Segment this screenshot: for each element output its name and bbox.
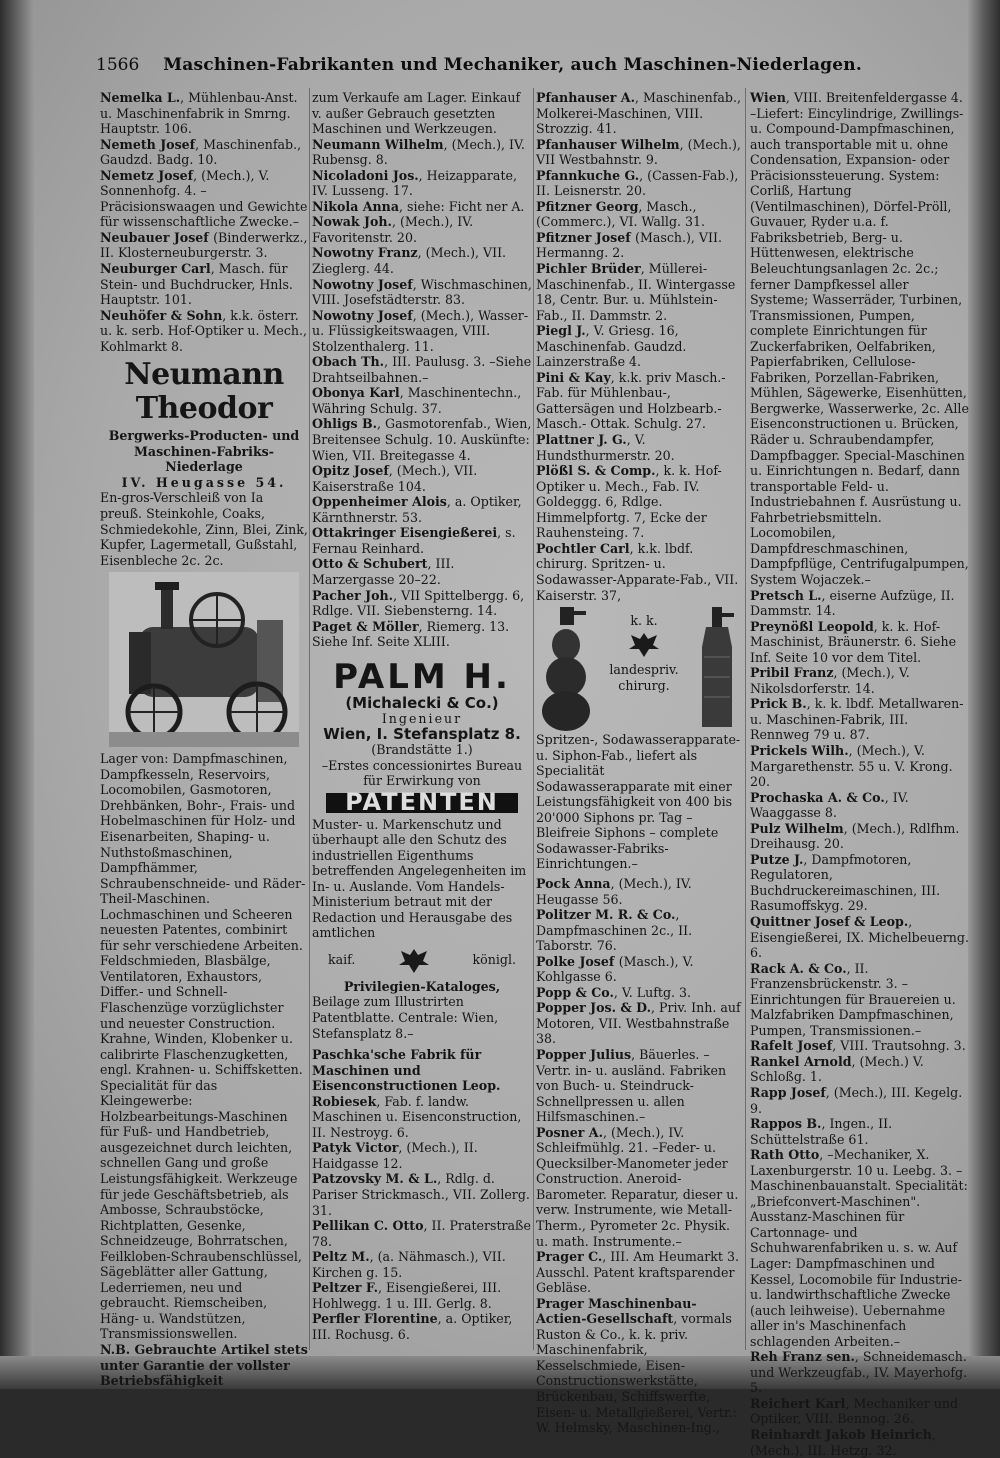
entry-name: Patzovsky M. & L.: [312, 1171, 438, 1187]
entry-name: Otto & Schubert: [312, 556, 428, 572]
directory-entry: Neuburger Carl, Masch. für Stein- und Buchdrucker, Hnls. Hauptstr. 101.: [100, 261, 293, 308]
entry-name: Ohligs B.: [312, 416, 378, 432]
ad-emblem-row: [328, 945, 516, 975]
siphon-bottle-icon: [536, 607, 596, 732]
directory-entry: Pfannkuche G., (Cassen-Fab.), II. Leisnerstr. 20.: [536, 167, 739, 199]
ad-text: En-gros-Verschleiß von Ia preuß. Steinkohle, Coaks, Schmiedekohle, Zinn, Blei, Zink, Kupfer, Lagermetall, Gußstahl, Eisenbleche 2c. 2c.: [100, 490, 308, 568]
directory-entry: zum Verkaufe am Lager. Einkauf v. außer Gebrauch gesetzten Maschinen und Werkzeugen.: [312, 90, 521, 137]
directory-entry: Neumann Wilhelm, (Mech.), IV. Rubensg. 8.: [312, 136, 525, 168]
entry-name: Reichert Karl: [750, 1395, 846, 1411]
directory-entry: Rath Otto, –Mechaniker, X. Laxenburgerstr. 10 u. Leebg. 3. –Maschinenbauanstalt. Specialität: „Briefconvert-Maschinen". Ausstanz-Maschinen für Cartonnage- und Schuhwarenfabriken u. s. w. Auf Lager: Dampfmaschinen und Kessel, Locomobile für Industrie- u. landwirthschaftliche Zwecke (auch leihweise). Uebernahme aller in's Maschinenfach schlagenden Arbeiten.–: [750, 1147, 968, 1349]
entry-name: Prickels Wilh.: [750, 742, 849, 758]
directory-entry: Prager C., III. Am Heumarkt 3. Ausschl. Patent kraftsparender Gebläse.: [536, 1249, 740, 1296]
directory-entry: Perfler Florentine, a. Optiker, III. Rochusg. 6.: [312, 1311, 513, 1342]
ad-subaddress: (Brandstätte 1.): [371, 742, 473, 758]
directory-entry: Pacher Joh., VII Spittelbergg. 6, Rdlge. VII. Siebensterng. 14.: [312, 587, 525, 619]
directory-entry: Paschka'sche Fabrik für Maschinen und Eisenconstructionen Leop. Robiesek, Fab. f. landw. Maschinen u. Eisenconstruction, II. Nestroyg. 6.: [312, 1047, 522, 1140]
directory-entry: Patzovsky M. & L., Rdlg. d. Pariser Strickmasch., VII. Zollerg. 31.: [312, 1171, 530, 1218]
entry-name: Neuhöfer & Sohn: [100, 307, 223, 323]
directory-entry: Plattner J. G., V. Hundsthurmerstr. 20.: [536, 432, 675, 463]
entry-name: Pochtler Carl: [536, 540, 630, 556]
ad-kaif: kaif.: [328, 952, 356, 968]
entry-name: Pfannkuche G.: [536, 167, 640, 183]
running-title: Maschinen-Fabrikanten und Mechaniker, auch Maschinen-Niederlagen.: [163, 55, 862, 75]
entry-name: Opitz Josef: [312, 463, 389, 479]
ad-firm: (Michalecki & Co.): [345, 693, 499, 712]
entry-name: Prick B.: [750, 696, 807, 712]
directory-entry: Nowotny Franz, (Mech.), VII. Zieglerg. 44.: [312, 245, 507, 277]
entry-name: Quittner Josef & Leop.: [750, 913, 909, 929]
directory-entry: Politzer M. R. & Co., Dampfmaschinen 2c., II. Taborstr. 76.: [536, 907, 693, 954]
entry-list: [536, 876, 742, 1436]
directory-entry: Posner A., (Mech.), IV. Schleifmühlg. 21. –Feder- u. Quecksilber-Manometer jeder Construction. Aneroid-Barometer. Reparatur, dieser u. verw. Instrumente, wie Metall-Therm., Pyrometer 2c. Physik. u. math. Instrumente.–: [536, 1124, 739, 1249]
entry-name: Oppenheimer Alois: [312, 494, 447, 510]
entry-name: Nemelka L.: [100, 90, 181, 105]
ad-text: Beilage zum Illustrirten Patentblatte. Centrale: Wien, Stefansplatz 8.–: [312, 994, 499, 1041]
directory-entry: Obach Th., III. Paulusg. 3. –Siehe Drahtseilbahnen.–: [312, 354, 532, 385]
directory-entry: Piegl J., V. Griesg. 16, Maschinenfab. Gaudzd. Lainzerstraße 4.: [536, 323, 687, 370]
entry-name: Prochaska A. & Co.: [750, 789, 885, 805]
page-number: 1566: [96, 55, 140, 75]
entry-name: Nowotny Josef: [312, 276, 413, 292]
column-2: [312, 90, 532, 1355]
entry-name: Pulz Wilhelm: [750, 820, 844, 836]
ad-label: [604, 613, 684, 693]
directory-entry: Popper Jos. & D., Priv. Inh. auf Motoren, VII. Westbahnstraße 38.: [536, 1000, 741, 1047]
entry-name: Nicoladoni Jos.: [312, 167, 419, 183]
directory-entry: Ottakringer Eisengießerei, s. Fernau Reinhard.: [312, 525, 516, 556]
directory-entry: Pribil Franz, (Mech.), V. Nikolsdorferstr. 14.: [750, 665, 910, 696]
directory-entry: –Liefert: Eincylindrige, Zwillings- u. Compound-Dampfmaschinen, auch transportable mit u. ohne Condensation, Expansion- oder Präcisionssteuerung. System: Corliß, Hartung (Ventilmaschinen), Dörfel-Pröll, Guvauer, Ryder u.a. f. Fabriksbetrieb, Berg- u. Hüttenwesen, elektrische Beleuchtungsanlagen 2c. 2c.; ferner Dampfkessel aller Systeme; Wasserräder, Turbinen, Transmissionen, Pumpen, complete Einrichtungen für Zuckerfabriken, Oelfabriken, Papierfabriken, Cellulose-Fabriken, Porzellan-Fabriken, Mühlen, Sägewerke, Eisenhütten, Bergwerke, Wasserwerke, 2c. Alle Eisenconstructionen u. Brücken, Räder u. Schraubendampfer, Dampfbagger. Special-Maschinen u. Einrichtungen n. Bedarf, dann transportable Feld- u. Industriebahnen f. Ausrüstung u. Fahrbetriebsmitteln. Locomobilen, Dampfdreschmaschinen, Dampfpflüge, Centrifugalpumpen, System Wojaczek.–: [750, 105, 969, 587]
entry-name: Putze J.: [750, 851, 804, 867]
entry-name: Patyk Victor: [312, 1140, 399, 1156]
ad-text: –Erstes concessionirtes Bureau für Erwirkung von: [321, 757, 523, 789]
entry-name: Nowak Joh.: [312, 214, 392, 230]
entry-name: Ottakringer Eisengießerei: [312, 525, 498, 541]
entry-name: Politzer M. R. & Co.: [536, 907, 676, 923]
patenten-banner: PATENTEN: [326, 793, 518, 813]
entry-list: [750, 90, 970, 1458]
neumann-advertisement: [100, 358, 308, 1388]
entry-name: Prager Maschinenbau-Actien-Gesellschaft: [536, 1295, 697, 1327]
directory-entry: Prochaska A. & Co., IV. Waaggasse 8.: [750, 789, 909, 821]
directory-entry: Neuhöfer & Sohn, k.k. österr. u. k. serb. Hof-Optiker u. Mech., Kohlmarkt 8.: [100, 307, 308, 354]
entry-name: Pfanhauser A.: [536, 90, 635, 105]
directory-entry: Rankel Arnold, (Mech.) V. Schloßg. 1.: [750, 1053, 924, 1085]
entry-name: Paget & Möller: [312, 618, 419, 634]
directory-entry: Rapp Josef, (Mech.), III. Kegelg. 9.: [750, 1085, 963, 1116]
page-header: [96, 52, 866, 78]
directory-entry: Neubauer Josef (Binderwerkz., II. Klosterneuburgerstr. 3.: [100, 229, 308, 261]
entry-name: Pellikan C. Otto: [312, 1218, 424, 1234]
ad-konigl: königl.: [472, 952, 516, 968]
entry-name: Paschka'sche Fabrik für Maschinen und Eisenconstructionen Leop. Robiesek: [312, 1047, 501, 1109]
ad-privileg: landespriv. chirurg.: [609, 662, 679, 693]
entry-name: Nemeth Josef: [100, 136, 196, 152]
entry-name: Rankel Arnold: [750, 1053, 852, 1069]
column-rule: [309, 88, 310, 1350]
directory-entry: Otto & Schubert, III. Marzergasse 20–22.: [312, 556, 455, 587]
entry-name: Pichler Brüder: [536, 261, 641, 277]
directory-entry: Pfitzner Georg, Masch., (Commerc.), VI. Wallg. 31.: [536, 198, 706, 230]
column-4: [750, 90, 970, 1458]
ad-role: Ingenieur: [381, 711, 463, 727]
directory-entry: Popper Julius, Bäuerles. –Vertr. in- u. ausländ. Fabriken von Buch- u. Steindruck-Schnellpressen u. allen Hilfsmaschinen.–: [536, 1046, 727, 1125]
directory-entry: Pellikan C. Otto, II. Praterstraße 78.: [312, 1218, 531, 1249]
entry-name: Rapp Josef: [750, 1085, 826, 1100]
directory-entry: Nikola Anna, siehe: Ficht ner A.: [312, 198, 525, 214]
ad-catalog: Privilegien-Kataloges,: [343, 978, 501, 994]
directory-entry: Wien, VIII. Breitenfeldergasse 4.: [750, 90, 963, 105]
entry-name: Pock Anna: [536, 875, 611, 891]
directory-entry: Reichert Karl, Mechaniker und Optiker, VIII. Bennog. 26.: [750, 1395, 959, 1427]
directory-entry: Nemeth Josef, Maschinenfab., Gaudzd. Badg. 10.: [100, 136, 302, 168]
directory-entry: Reinhardt Jakob Heinrich, (Mech.), III. Hetzg. 32.: [750, 1427, 936, 1458]
entry-name: Rafelt Josef: [750, 1038, 833, 1054]
entry-name: Perfler Florentine: [312, 1311, 438, 1327]
entry-name: Pacher Joh.: [312, 587, 394, 603]
entry-name: Pretsch L.: [750, 587, 822, 603]
directory-entry: Putze J., Dampfmotoren, Regulatoren, Buchdruckereimaschinen, III. Rasumoffskyg. 29.: [750, 851, 941, 914]
ad-kk: k. k.: [630, 613, 658, 629]
entry-name: Prager C.: [536, 1249, 603, 1265]
column-3: [536, 90, 742, 1436]
directory-entry: Plößl S. & Comp., k. k. Hof-Optiker u. Mech., Fab. IV. Goldeggg. 6, Rdlge. Himmelpfortg. 7, Ecke der Rauhensteing. 7.: [536, 463, 722, 541]
entry-name: Neuburger Carl: [100, 261, 211, 277]
column-1: [100, 90, 308, 1389]
directory-entry: Prick B., k. k. lbdf. Metallwaren- u. Maschinen-Fabrik, III. Rennweg 79 u. 87.: [750, 696, 964, 743]
entry-name: Neubauer Josef: [100, 229, 214, 245]
directory-entry: Paget & Möller, Riemerg. 13. Siehe Inf. Seite XLIII.: [312, 618, 510, 650]
entry-name: Reh Franz sen.: [750, 1349, 855, 1365]
eagle-emblem-icon: [397, 945, 431, 975]
directory-entry: Nowotny Josef, (Mech.), Wasser- u. Flüssigkeitswaagen, VIII. Stolzenthalerg. 11.: [312, 307, 529, 354]
entry-name: Neumann Wilhelm: [312, 136, 444, 152]
ad-address: IV. Heugasse 54.: [121, 474, 287, 490]
entry-name: Obach Th.: [312, 354, 385, 370]
directory-entry: Obonya Karl, Maschinentechn., Währing Schulg. 37.: [312, 385, 522, 416]
entry-name: Polke Josef: [536, 953, 619, 969]
directory-entry: Pock Anna, (Mech.), IV. Heugasse 56.: [536, 875, 692, 907]
directory-entry: Pretsch L., eiserne Aufzüge, II. Dammstr. 14.: [750, 587, 955, 619]
entry-name: Preynößl Leopold: [750, 618, 874, 634]
entry-name: Rath Otto: [750, 1147, 820, 1163]
ad-text: Spritzen-, Sodawasserapparate- u. Siphon-Fab., liefert als Specialität Sodawasserapparate mit einer Leistungsfähigkeit von 400 bis 20'000 Siphons pr. Tag – Bleifreie Siphons – complete Sodawasser-Fabriks-Einrichtungen.–: [536, 732, 741, 872]
entry-list: [100, 90, 308, 354]
entry-name: Peltzer F.: [312, 1280, 378, 1296]
entry-name: Popper Julius: [536, 1046, 632, 1062]
ad-subheading: Bergwerks-Producten- und Maschinen-Fabriks-Niederlage: [108, 428, 300, 475]
directory-entry: Nowotny Josef, Wischmaschinen, VIII. Josefstädterstr. 83.: [312, 276, 532, 308]
palm-advertisement: [312, 658, 532, 1041]
entry-list: [312, 90, 532, 650]
ad-address: Wien, I. Stefansplatz 8.: [323, 724, 521, 743]
entry-name: Plößl S. & Comp.: [536, 463, 656, 479]
entry-name: Pfanhauser Wilhelm: [536, 136, 680, 152]
entry-name: Pfitzner Josef: [536, 229, 636, 245]
entry-name: Peltz M.: [312, 1249, 370, 1265]
directory-entry: Pini & Kay, k.k. priv Masch.-Fab. für Mühlenbau-, Gattersägen und Holzbearb.-Masch.- Ottak. Schulg. 27.: [536, 369, 726, 432]
entry-name: Popp & Co.: [536, 984, 614, 1000]
column-rule: [745, 88, 746, 1350]
directory-entry: Nowak Joh., (Mech.), IV. Favoritenstr. 20.: [312, 214, 474, 245]
locomobile-illustration: [109, 572, 299, 747]
directory-entry: Pfitzner Josef (Masch.), VII. Hermanng. 2.: [536, 229, 722, 261]
directory-entry: Popp & Co., V. Luftg. 3.: [536, 984, 692, 1000]
ad-text: Lager von: Dampfmaschinen, Dampfkesseln, Reservoirs, Locomobilen, Gasmotoren, Drehbänken, Bohr-, Frais- und Hobelmaschinen für Holz- und Eisenarbeiten, Shaping- u. Nuthstoßmaschinen, Dampfhämmer, Schraubenschneide- und Räder-Theil-Maschinen. Lochmaschinen und Scheeren neuesten Patentes, combinirt für sehr verschiedene Arbeiten. Feldschmieden, Blasbälge, Ventilatoren, Exhaustors, Differ.- und Schnell-Flaschenzüge vorzüglichster und neuester Construction. Krahne, Winden, Klobenker u. calibrirte Flaschenzugketten, engl. Krahnen- u. Schiffsketten. Specialität für das Kleingewerbe: Holzbearbeitungs-Maschinen für Fuß- und Handbetrieb, ausgezeichnet durch leichten, schnellen Gang und große Leistungsfähigkeit. Werkzeuge für jede Geschäftsbetrieb, als Ambosse, Schraubstöcke, Richtplatten, Gesenke, Schneidzeuge, Bohrratschen, Feilkloben-Schraubenschlüssel, Sägeblätter aller Gattung, Lederriemen, neu und gebraucht. Riemscheiben, Häng- u. Wandstützen, Transmissionswellen.: [100, 751, 306, 1342]
directory-entry: Quittner Josef & Leop., Eisengießerei, IX. Michelbeuerng. 6.: [750, 913, 969, 961]
directory-entry: Rappos B., Ingen., II. Schüttelstraße 61.: [750, 1116, 893, 1147]
advertiser-name: Neumann Theodor: [124, 357, 284, 427]
directory-entry: Nicoladoni Jos., Heizapparate, IV. Lusseng. 17.: [312, 167, 517, 199]
directory-entry: Pochtler Carl, k.k. lbdf. chirurg. Spritzen- u. Sodawasser-Apparate-Fab., VII. Kaiserstr. 37,: [536, 540, 739, 603]
entry-name: Piegl J.: [536, 323, 586, 339]
binding-shadow-left: [0, 0, 34, 1389]
directory-entry: Polke Josef (Masch.), V. Kohlgasse 6.: [536, 953, 694, 985]
directory-entry: Patyk Victor, (Mech.), II. Haidgasse 12.: [312, 1140, 478, 1171]
directory-entry: Ohligs B., Gasmotorenfab., Wien, Breitensee Schulg. 10. Auskünfte: Wien, VII. Breitegasse 4.: [312, 416, 532, 463]
directory-entry: Pfanhauser A., Maschinenfab., Molkerei-Maschinen, VIII. Strozzig. 41.: [536, 90, 741, 137]
entry-list: [536, 90, 742, 603]
directory-entry: Pulz Wilhelm, (Mech.), Rdlfhm. Dreihausg. 20.: [750, 820, 960, 852]
entry-name: Reinhardt Jakob Heinrich: [750, 1427, 932, 1443]
ad-illustration-row: [536, 607, 742, 732]
directory-entry: Rafelt Josef, VIII. Trautsohng. 3.: [750, 1038, 966, 1054]
entry-name: Obonya Karl: [312, 385, 400, 401]
directory-entry: Opitz Josef, (Mech.), VII. Kaiserstraße 104.: [312, 463, 478, 494]
entry-name: Pini & Kay: [536, 369, 611, 385]
entry-name: Nikola Anna: [312, 198, 399, 214]
ad-note: N.B. Gebrauchte Artikel stets unter Garantie der vollster Betriebsfähigkeit: [100, 1342, 308, 1389]
directory-entry: Peltz M., (a. Nähmasch.), VII. Kirchen g. 15.: [312, 1249, 506, 1280]
directory-entry: Oppenheimer Alois, a. Optiker, Kärnthnerstr. 53.: [312, 494, 522, 525]
directory-entry: Nemetz Josef, (Mech.), V. Sonnenhofg. 4. –Präcisionswaagen und Gewichte für wissenschaftliche Zwecke.–: [100, 167, 308, 230]
directory-entry: Pichler Brüder, Müllerei-Maschinenfab., II. Wintergasse 18, Centr. Bur. u. Mühlstein-Fab., II. Dammstr. 2.: [536, 261, 736, 323]
directory-entry: Prickels Wilh., (Mech.), V. Margarethenstr. 55 u. V. Krong. 20.: [750, 742, 953, 790]
entry-name: Rack A. & Co.: [750, 960, 847, 976]
page-edge-right: [968, 0, 1000, 1389]
soda-siphon-icon: [692, 607, 742, 732]
entry-name: Plattner J. G.: [536, 432, 627, 448]
entry-name: Rappos B.: [750, 1116, 822, 1132]
entry-name: Wien: [750, 90, 786, 105]
directory-entry: Rack A. & Co., II. Franzensbrückenstr. 3. –Einrichtungen für Brauereien u. Malzfabriken Dampfmaschinen, Pumpen, Transmissionen.–: [750, 960, 956, 1038]
directory-entry: Prager Maschinenbau-Actien-Gesellschaft, vormals Ruston & Co., k. k. priv. Maschinenfabrik, Kesselschmiede, Eisen- Constructionswerkstätte, Brückenbau, Schiffswerfte, Eisen- u. Metallgießerei, Vertr.: W. Helmsky, Maschinen-Ing.,: [536, 1295, 737, 1436]
entry-name: Pribil Franz: [750, 665, 834, 681]
advertiser-name: PALM H.: [333, 656, 511, 697]
entry-name: Popper Jos. & D.: [536, 1000, 652, 1016]
entry-name: Nowotny Josef: [312, 307, 413, 323]
eagle-emblem-icon: [627, 629, 661, 659]
entry-name: Posner A.: [536, 1124, 603, 1140]
entry-name: Pfitzner Georg: [536, 198, 639, 214]
directory-entry: Peltzer F., Eisengießerei, III. Hohlwegg. 1 u. III. Gerlg. 8.: [312, 1280, 502, 1311]
entry-name: Nowotny Franz: [312, 245, 418, 261]
entry-name: Nemetz Josef: [100, 167, 194, 183]
directory-entry: Preynößl Leopold, k. k. Hof-Maschinist, Bräunerstr. 6. Siehe Inf. Seite 10 vor dem Titel.: [750, 618, 957, 665]
ad-text: Muster- u. Markenschutz und überhaupt alle den Schutz des industriellen Eigenthums betreffenden Angelegenheiten im In- u. Auslande. Vom Handels-Ministerium betraut mit der Redaction und Herausgabe des amtlichen: [312, 816, 527, 941]
entry-list: [312, 1047, 532, 1342]
pochtler-advertisement: [536, 607, 742, 872]
column-rule: [533, 88, 534, 1350]
directory-entry: Pfanhauser Wilhelm, (Mech.), VII Westbahnstr. 9.: [536, 136, 741, 168]
directory-entry: Nemelka L., Mühlenbau-Anst. u. Maschinenfabrik in Smrng. Hauptstr. 106.: [100, 90, 298, 137]
directory-entry: Reh Franz sen., Schneidemasch. und Werkzeugfab., IV. Mayerhofg. 5.: [750, 1349, 968, 1396]
